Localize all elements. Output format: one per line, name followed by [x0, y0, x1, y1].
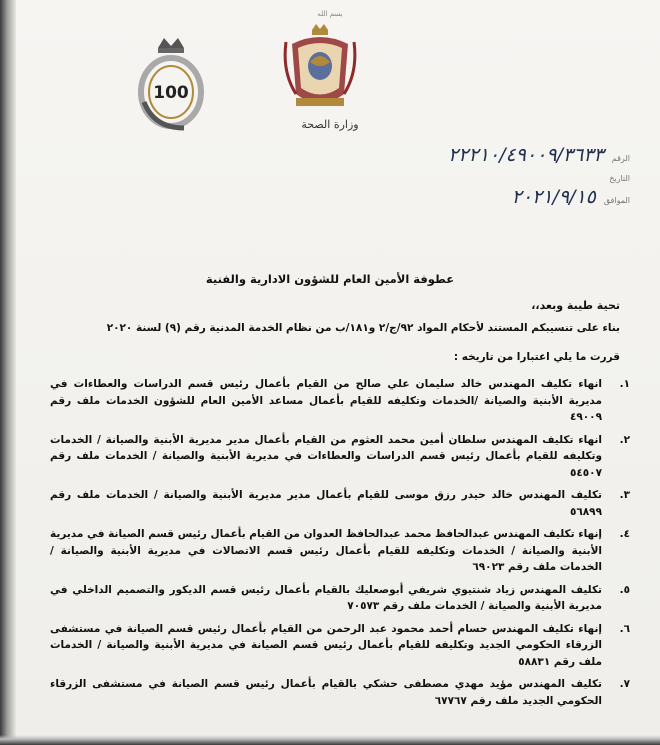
- letter-intro: بناء على تنسيبكم المستند لأحكام المواد ٩٢/ج/٢ و١٨١/ب من نظام الخدمة المدنية رقم (٩) لسنة ٢٠٢٠: [106, 322, 620, 334]
- reference-date-label: التاريخ: [609, 174, 630, 183]
- decision-item: [50, 526, 630, 576]
- decision-item: [50, 376, 630, 426]
- ministry-name: وزارة الصحة: [301, 118, 359, 131]
- decision-number: ٤.: [619, 528, 630, 540]
- decision-number: ١.: [619, 378, 630, 390]
- emblem-number: 100: [153, 83, 189, 103]
- reference-corresponding-row: [512, 186, 630, 208]
- decision-item: [50, 676, 630, 709]
- decision-list: [50, 376, 630, 715]
- page-left-shadow: [0, 0, 16, 745]
- decision-text: انهاء تكليف المهندس سلطان أمين محمد العثوم من القيام بأعمال مدير مديرية الأبنية والصيانة / الخدمات وتكليفه للقيام بأعمال رئيس قسم الدراسات والعطاءات في مديرية الأبنية والصيانة / الخدمات ملف رقم ٥٤٥٠٧: [50, 433, 602, 479]
- decision-number: ٦.: [619, 622, 630, 635]
- top-note: بسم الله: [317, 10, 343, 18]
- decision-text: تكليف المهندس مؤيد مهدي مصطفى حشكي بالقيام بأعمال رئيس قسم الصيانة في مستشفى الزرقاء الحكومي الجديد ملف رقم ٦٧٧٦٧: [50, 678, 602, 707]
- centennial-emblem-icon: [132, 28, 210, 136]
- reference-number-label: الرقم: [611, 154, 630, 163]
- decision-item: [50, 582, 630, 615]
- decision-text: إنهاء تكليف المهندس حسام أحمد محمود عبد الرحمن من القيام بأعمال رئيس قسم الصيانة في مستشفى الزرقاء الحكومي الجديد وتكليفه للقيام بأعمال رئيس قسم الصيانة في مديرية الأبنية والصيانة / الخدمات ملف رقم ٥٨٨٣١: [50, 622, 602, 668]
- decision-item: [50, 487, 630, 520]
- letter-decided: قررت ما يلي اعتبارا من تاريخه :: [453, 351, 620, 363]
- decision-item: [50, 621, 630, 671]
- reference-corresponding-label: الموافق: [603, 196, 630, 205]
- letter-title: عطوفة الأمين العام للشؤون الادارية والفنية: [205, 272, 455, 286]
- page-bottom-shadow: [0, 735, 660, 745]
- reference-corresponding-value: ٢٠٢١/٩/١٥: [511, 186, 596, 208]
- decision-number: ٣.: [619, 489, 630, 501]
- reference-number-value: ٢٢٢١٠/٤٩٠٠٩/٣٦٣٣: [448, 144, 604, 166]
- reference-number-row: [448, 144, 630, 166]
- decision-text: انهاء تكليف المهندس خالد سليمان علي صالح من القيام بأعمال رئيس قسم الدراسات والعطاءات في مديرية الأبنية والصيانة /الخدمات وتكليفه للقيام بأعمال مساعد الأمين العام للشؤون الخدمات ملف رقم ٤٩٠٠٩: [50, 378, 602, 423]
- decision-text: تكليف المهندس خالد حيدر رزق موسى للقيام بأعمال مدير مديرية الأبنية والصيانة / الخدمات ملف رقم ٥٦٨٩٩: [50, 489, 602, 518]
- decision-text: إنهاء تكليف المهندس عبدالحافظ محمد عبدالحافظ العدوان من القيام بأعمال رئيس قسم الصيانة في مديرية الأبنية والصيانة / الخدمات وتكليفه للقيام بأعمال رئيس قسم الاتصالات في مديرية الأبنية والصيانة / الخدمات ملف رقم ٦٩٠٢٣: [50, 528, 602, 573]
- decision-number: ٢.: [619, 433, 630, 446]
- decision-text: تكليف المهندس زياد شنتيوي شريفي أبوصعليك بالقيام بأعمال رئيس قسم الديكور والتصميم الداخلي في مديرية الأبنية والصيانة / الخدمات ملف رقم ٧٠٥٧٣: [50, 583, 602, 612]
- decision-number: ٧.: [619, 678, 630, 690]
- letter-greeting: تحية طيبة وبعد،،: [531, 299, 620, 312]
- reference-date-row: [601, 174, 630, 183]
- decision-item: [50, 432, 630, 482]
- coat-of-arms-icon: [282, 22, 358, 114]
- decision-number: ٥.: [619, 583, 630, 596]
